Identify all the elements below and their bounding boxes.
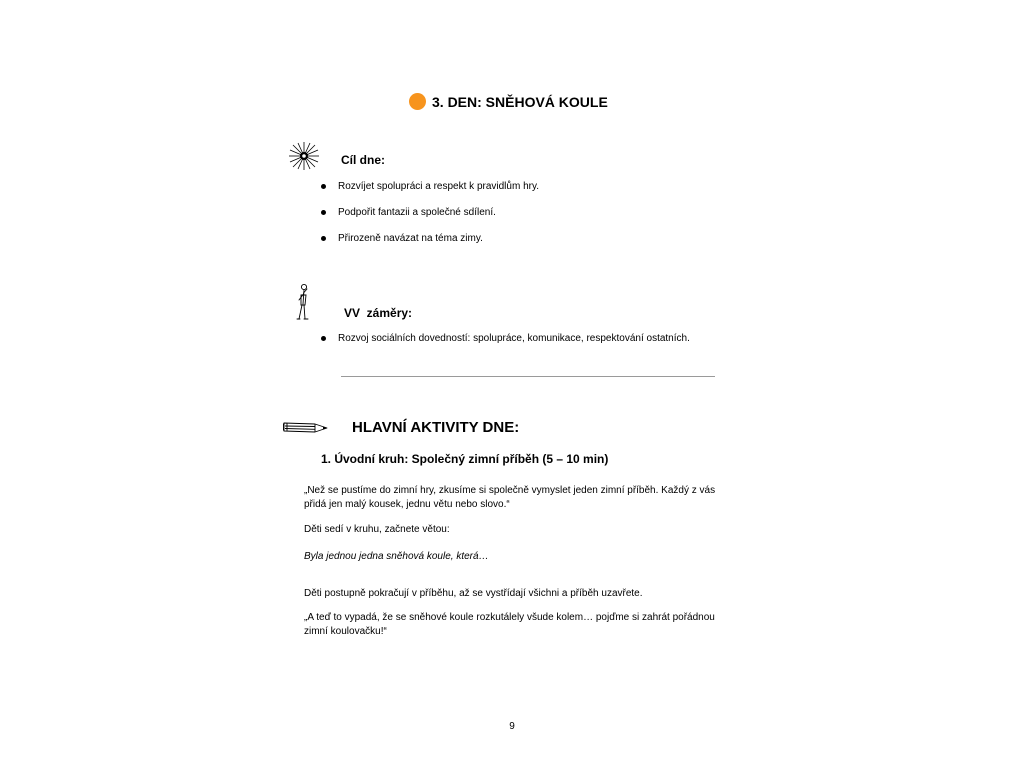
bullet-icon — [321, 336, 326, 341]
list-item — [338, 180, 539, 193]
story-opening-sentence: Byla jednou jedna sněhová koule, která… — [304, 551, 489, 562]
vv-list — [338, 332, 690, 345]
list-item — [338, 206, 539, 219]
vv-heading: VV záměry: — [344, 306, 413, 320]
page-number: 9 — [509, 721, 515, 732]
list-item — [338, 232, 539, 245]
page-title: 3. DEN: SNĚHOVÁ KOULE — [432, 94, 608, 110]
person-icon — [295, 283, 311, 321]
title-bullet-dot — [409, 93, 426, 110]
section-divider — [341, 376, 715, 377]
activity-continuation-text: Děti postupně pokračují v příběhu, až se vystřídají všichni a příběh uzavřete. — [304, 588, 643, 599]
goal-text: Přirozeně navázat na téma zimy. — [338, 233, 483, 244]
bullet-icon — [321, 210, 326, 215]
activities-heading: HLAVNÍ AKTIVITY DNE: — [352, 419, 520, 436]
bullet-icon — [321, 184, 326, 189]
pencil-icon — [283, 420, 329, 434]
vv-text: Rozvoj sociálních dovedností: spolupráce, komunikace, respektování ostatních. — [338, 333, 690, 344]
sun-icon — [287, 141, 321, 171]
goal-heading: Cíl dne: — [341, 153, 385, 167]
list-item — [338, 332, 690, 345]
activity-closing-text: „A teď to vypadá, že se sněhové koule rozkutálely všude kolem… pojďme si zahrát pořádnou zimní koulovačku!“ — [304, 612, 715, 637]
goals-list — [338, 180, 539, 258]
goal-text: Rozvíjet spolupráci a respekt k pravidlům hry. — [338, 181, 540, 192]
activity-title: 1. Úvodní kruh: Společný zimní příběh (5 – 10 min) — [321, 452, 609, 466]
activity-intro-text: „Než se pustíme do zimní hry, zkusíme si společně vymyslet jeden zimní příběh. Každý z vás přidá jen malý kousek, jednu větu nebo slovo.“ — [304, 485, 716, 510]
goal-text: Podpořit fantazii a společné sdílení. — [338, 207, 496, 218]
activity-setup-text: Děti sedí v kruhu, začnete větou: — [304, 524, 450, 535]
bullet-icon — [321, 236, 326, 241]
